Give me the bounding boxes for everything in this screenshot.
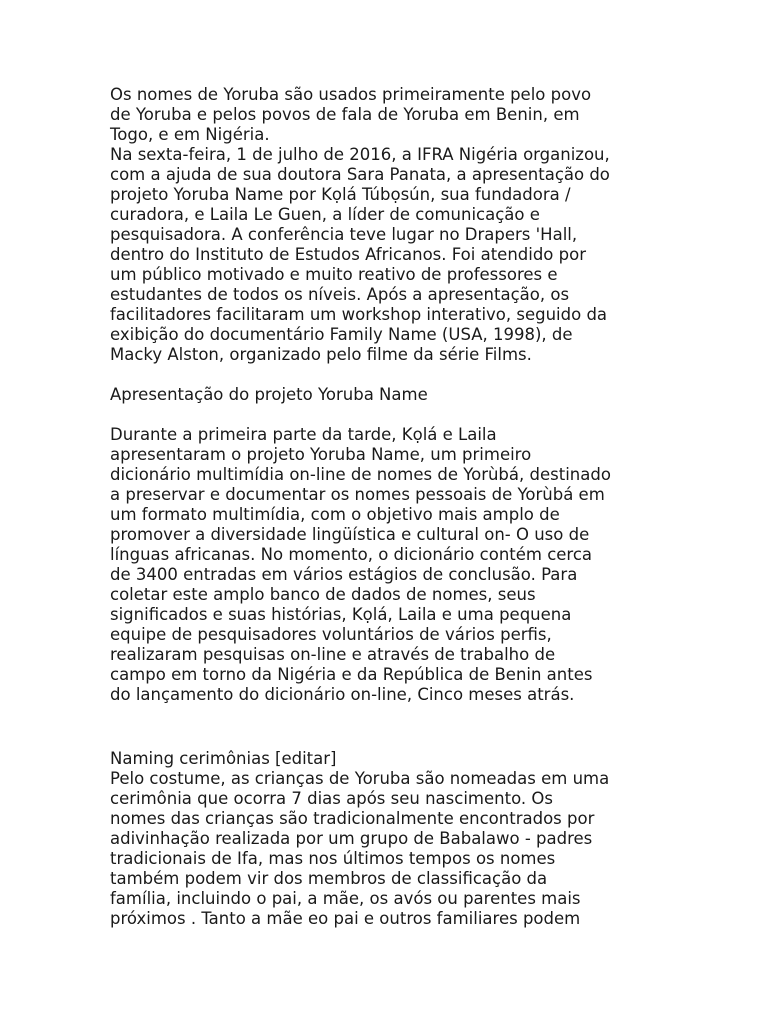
text-line: Togo, e em Nigéria.: [110, 125, 270, 144]
text-line: Na sexta-feira, 1 de julho de 2016, a IFRA Nigéria organizou,: [110, 145, 610, 164]
text-line: adivinhação realizada por um grupo de Babalawo - padres: [110, 829, 593, 848]
text-line: de 3400 entradas em vários estágios de conclusão. Para: [110, 565, 578, 584]
spacer: [110, 725, 640, 749]
text-line: facilitadores facilitaram um workshop interativo, seguido da: [110, 305, 608, 324]
document-page: [110, 85, 640, 929]
text-line: de Yoruba e pelos povos de fala de Yoruba em Benin, em: [110, 105, 580, 124]
text-line: promover a diversidade lingüística e cultural on- O uso de: [110, 525, 590, 544]
text-line: com a ajuda de sua doutora Sara Panata, a apresentação do: [110, 165, 610, 184]
text-line: próximos . Tanto a mãe eo pai e outros familiares podem: [110, 909, 581, 928]
text-line: nomes das crianças são tradicionalmente encontrados por: [110, 809, 595, 828]
project-paragraph: [110, 425, 640, 705]
section-heading-project: Apresentação do projeto Yoruba Name: [110, 385, 428, 404]
text-line: equipe de pesquisadores voluntários de vários perfis,: [110, 625, 552, 644]
text-line: cerimônia que ocorra 7 dias após seu nascimento. Os: [110, 789, 553, 808]
text-line: significados e suas histórias, Kọlá, Laila e uma pequena: [110, 605, 572, 624]
text-line: Macky Alston, organizado pelo filme da série Films.: [110, 345, 532, 364]
text-line: um público motivado e muito reativo de professores e: [110, 265, 558, 284]
text-line: curadora, e Laila Le Guen, a líder de comunicação e: [110, 205, 540, 224]
text-line: exibição do documentário Family Name (USA, 1998), de: [110, 325, 573, 344]
text-line: a preservar e documentar os nomes pessoais de Yorùbá em: [110, 485, 605, 504]
text-line: estudantes de todos os níveis. Após a apresentação, os: [110, 285, 570, 304]
text-line: tradicionais de Ifa, mas nos últimos tempos os nomes: [110, 849, 556, 868]
intro-paragraph: [110, 85, 640, 365]
spacer: [110, 365, 640, 385]
text-line: Durante a primeira parte da tarde, Kọlá e Laila: [110, 425, 497, 444]
text-line: família, incluindo o pai, a mãe, os avós ou parentes mais: [110, 889, 581, 908]
text-line: coletar este amplo banco de dados de nomes, seus: [110, 585, 536, 604]
text-line: realizaram pesquisas on-line e através de trabalho de: [110, 645, 556, 664]
text-line: Pelo costume, as crianças de Yoruba são nomeadas em uma: [110, 769, 610, 788]
text-line: apresentaram o projeto Yoruba Name, um primeiro: [110, 445, 532, 464]
text-line: dentro do Instituto de Estudos Africanos. Foi atendido por: [110, 245, 587, 264]
text-line: dicionário multimídia on-line de nomes de Yorùbá, destinado: [110, 465, 611, 484]
naming-paragraph: [110, 769, 640, 929]
text-line: do lançamento do dicionário on-line, Cinco meses atrás.: [110, 685, 575, 704]
text-line: campo em torno da Nigéria e da República de Benin antes: [110, 665, 593, 684]
text-line: pesquisadora. A conferência teve lugar no Drapers 'Hall,: [110, 225, 578, 244]
spacer: [110, 705, 640, 725]
text-line: projeto Yoruba Name por Kọlá Túbọsún, sua fundadora /: [110, 185, 571, 204]
section-heading-naming-ceremonies: Naming cerimônias [editar]: [110, 749, 337, 768]
text-line: Os nomes de Yoruba são usados primeiramente pelo povo: [110, 85, 592, 104]
text-line: também podem vir dos membros de classificação da: [110, 869, 548, 888]
text-line: um formato multimídia, com o objetivo mais amplo de: [110, 505, 560, 524]
text-line: línguas africanas. No momento, o dicionário contém cerca: [110, 545, 593, 564]
spacer: [110, 405, 640, 425]
